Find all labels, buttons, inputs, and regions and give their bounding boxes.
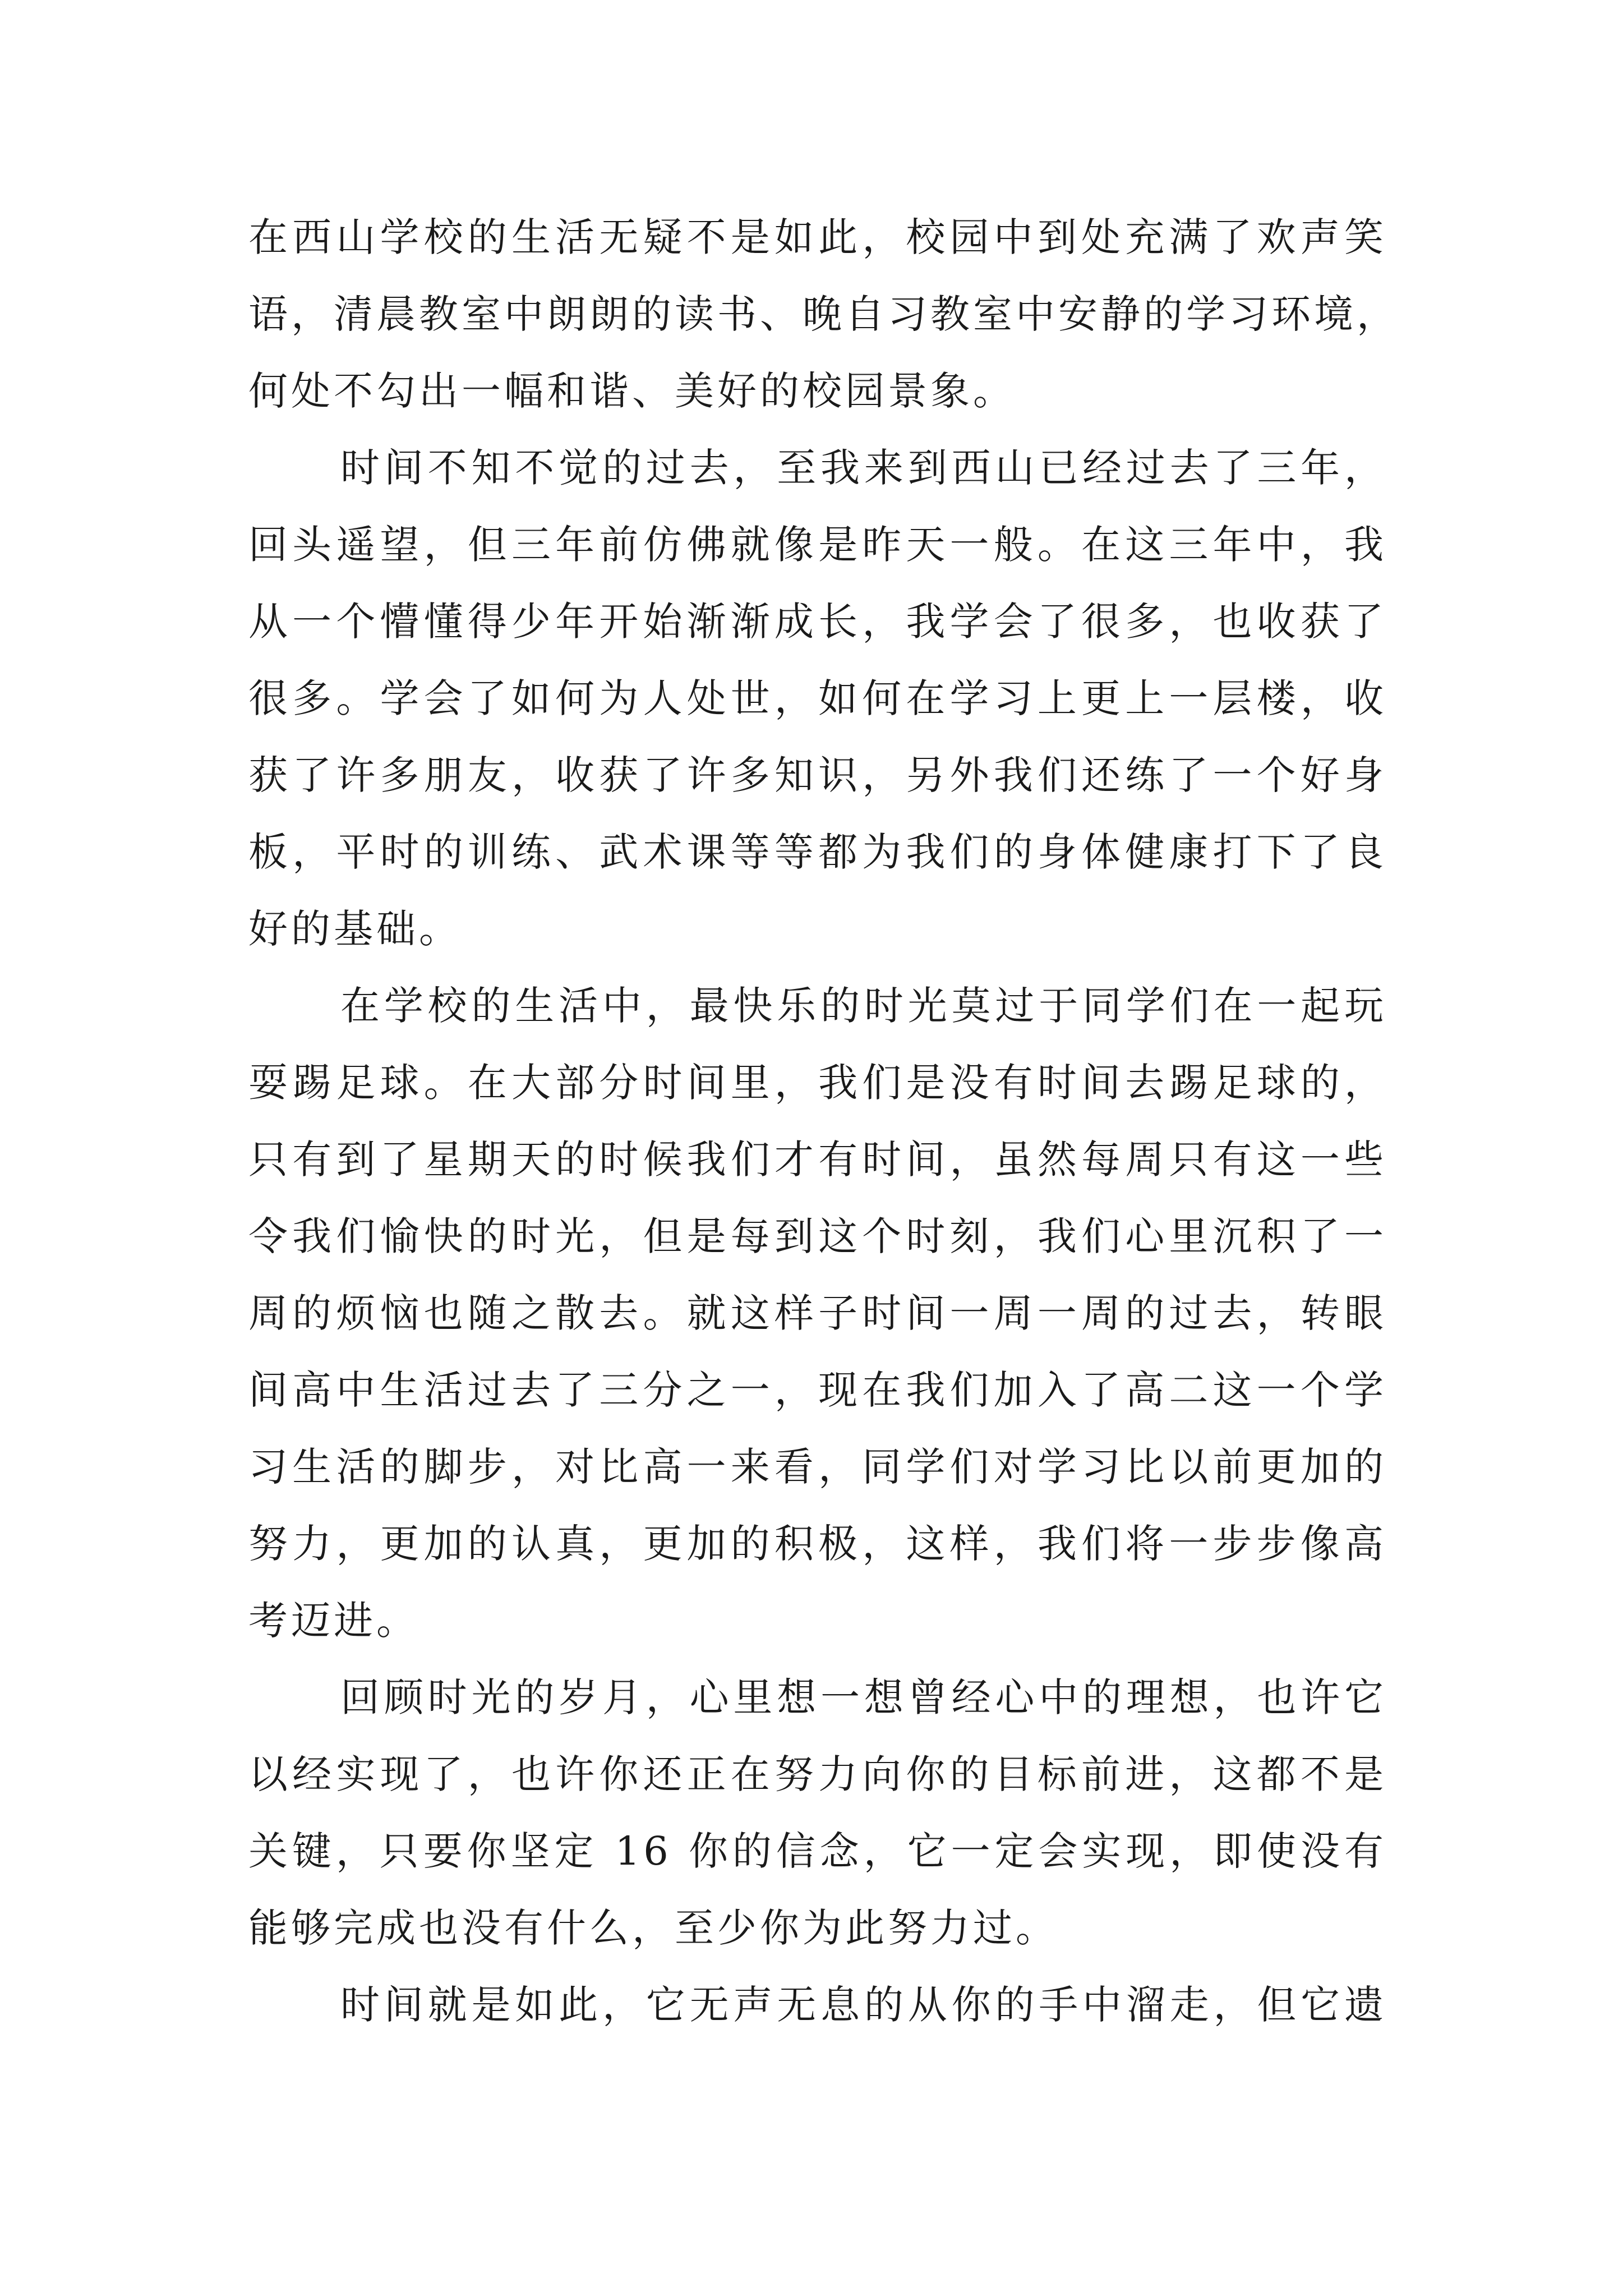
- text-line: 习生活的脚步，对比高一来看，同学们对学习比以前更加的: [248, 1444, 1387, 1490]
- text-line: 在学校的生活中，最快乐的时光莫过于同学们在一起玩: [340, 983, 1387, 1029]
- text-line: 关键，只要你坚定 16 你的信念，它一定会实现，即使没有: [248, 1828, 1387, 1874]
- text-line: 好的基础。: [248, 906, 462, 952]
- text-line: 考迈进。: [248, 1598, 419, 1644]
- text-line: 周的烦恼也随之散去。就这样子时间一周一周的过去，转眼: [248, 1290, 1387, 1336]
- text-line: 时间不知不觉的过去，至我来到西山已经过去了三年，: [340, 445, 1387, 491]
- text-line: 令我们愉快的时光，但是每到这个时刻，我们心里沉积了一: [248, 1213, 1387, 1259]
- text-line: 回顾时光的岁月，心里想一想曾经心中的理想，也许它: [340, 1674, 1387, 1720]
- text-line: 从一个懵懂得少年开始渐渐成长，我学会了很多，也收获了: [248, 599, 1387, 645]
- text-line: 只有到了星期天的时候我们才有时间，虽然每周只有这一些: [248, 1137, 1387, 1182]
- text-line: 在西山学校的生活无疑不是如此，校园中到处充满了欢声笑: [248, 214, 1387, 260]
- text-line: 能够完成也没有什么，至少你为此努力过。: [248, 1905, 1058, 1951]
- text-line: 回头遥望，但三年前仿佛就像是昨天一般。在这三年中，我: [248, 522, 1387, 568]
- text-line: 间高中生活过去了三分之一，现在我们加入了高二这一个学: [248, 1367, 1387, 1413]
- text-line: 获了许多朋友，收获了许多知识，另外我们还练了一个好身: [248, 752, 1387, 798]
- text-line: 何处不勾出一幅和谐、美好的校园景象。: [248, 368, 1016, 414]
- text-line: 板，平时的训练、武术课等等都为我们的身体健康打下了良: [248, 829, 1387, 875]
- text-line: 耍踢足球。在大部分时间里，我们是没有时间去踢足球的，: [248, 1060, 1387, 1106]
- text-line: 努力，更加的认真，更加的积极，这样，我们将一步步像高: [248, 1521, 1387, 1567]
- text-line: 语，清晨教室中朗朗的读书、晚自习教室中安静的学习环境，: [248, 291, 1399, 337]
- text-line: 以经实现了，也许你还正在努力向你的目标前进，这都不是: [248, 1751, 1387, 1797]
- body-text: [248, 199, 1399, 2044]
- text-line: 很多。学会了如何为人处世，如何在学习上更上一层楼，收: [248, 675, 1387, 721]
- text-line: 时间就是如此，它无声无息的从你的手中溜走，但它遗: [340, 1982, 1387, 2028]
